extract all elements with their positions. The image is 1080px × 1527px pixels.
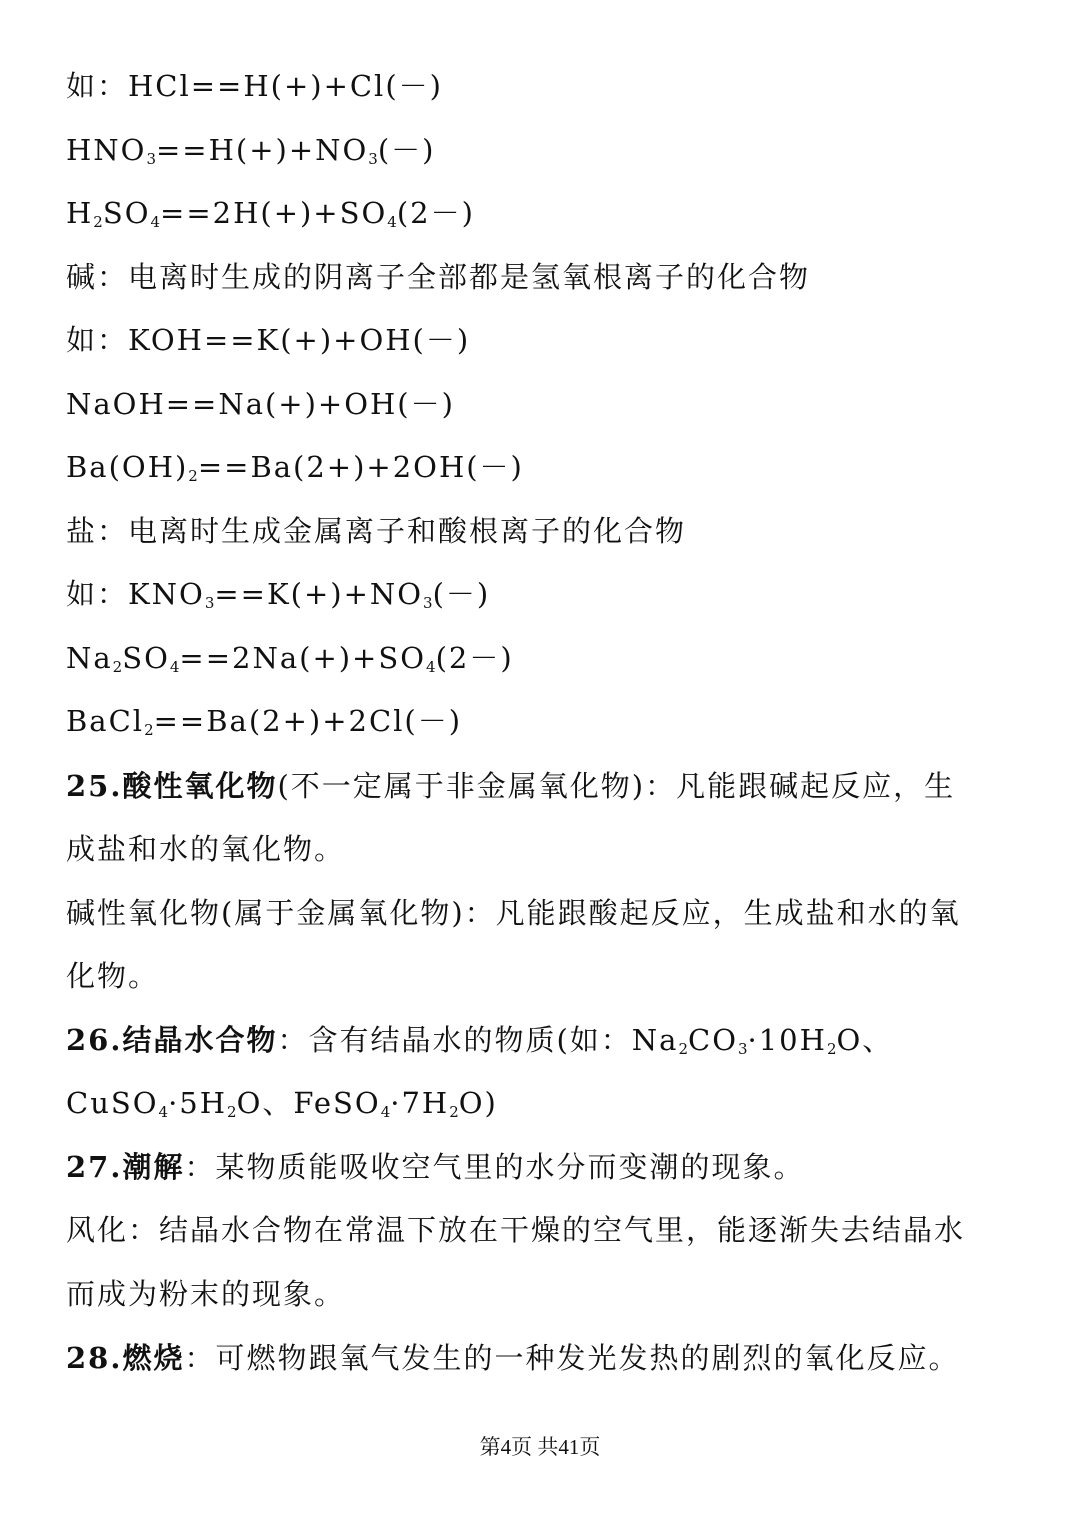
item-term: 酸性氧化物 — [122, 769, 278, 803]
efflorescence-definition-line: 风化：结晶水合物在常温下放在干燥的空气里，能逐渐失去结晶水 — [66, 1213, 966, 1247]
basic-oxide-continuation: 化物。 — [66, 959, 160, 993]
baoh2-ionization-line: $Ba(OH)_2==Ba(2+)+2OH(-)$ — [66, 450, 524, 485]
kno3-ionization-line: 如：$KNO_3==K(+)+NO_3(-)$ — [66, 577, 491, 612]
koh-ionization-line: 如：KOH==K(+)+OH(－) — [66, 323, 471, 357]
item-term: 潮解 — [122, 1150, 185, 1184]
item-26-crystal-hydrate: 26.结晶水合物：含有结晶水的物质(如：$Na_2CO_3\cdot 10H_2O$、 — [66, 1023, 894, 1058]
page-footer: 第4页 共41页 — [479, 1435, 601, 1459]
item-number: 27. — [66, 1150, 123, 1184]
hcl-ionization-line: 如：HCl==H(+)+Cl(－) — [66, 69, 443, 103]
h2so4-ionization-line: $H_2SO_4==2H(+)+SO_4(2-)$ — [66, 196, 475, 231]
item-term: 结晶水合物 — [122, 1023, 278, 1057]
na2so4-ionization-line: $Na_2SO_4==2Na(+)+SO_4(2-)$ — [66, 641, 514, 676]
item-number: 28. — [66, 1341, 123, 1375]
bacl2-ionization-line: BaCl$_2$==Ba(2+)+2Cl(－) — [66, 704, 463, 739]
efflorescence-continuation: 而成为粉末的现象。 — [66, 1277, 346, 1311]
basic-oxide-definition-line: 碱性氧化物(属于金属氧化物)：凡能跟酸起反应，生成盐和水的氧 — [66, 896, 961, 930]
item-27-deliquescence: 27.潮解：某物质能吸收空气里的水分而变潮的现象。 — [66, 1150, 805, 1184]
acidic-oxide-continuation: 成盐和水的氧化物。 — [66, 832, 346, 866]
salt-definition-line: 盐：电离时生成金属离子和酸根离子的化合物 — [66, 514, 687, 548]
item-term: 燃烧 — [122, 1341, 185, 1375]
item-number: 26. — [66, 1023, 123, 1057]
item-25-acidic-oxide: 25.酸性氧化物(不一定属于非金属氧化物)：凡能跟碱起反应，生 — [66, 769, 956, 803]
page-number: 4 — [500, 1435, 512, 1459]
base-definition-line: 碱：电离时生成的阴离子全部都是氢氧根离子的化合物 — [66, 260, 811, 294]
hno3-ionization-line: $HNO_3==H(+)+NO_3(-)$ — [66, 133, 436, 168]
item-28-combustion: 28.燃烧：可燃物跟氧气发生的一种发光发热的剧烈的氧化反应。 — [66, 1341, 960, 1375]
item-number: 25. — [66, 769, 123, 803]
naoh-ionization-line: NaOH==Na(+)+OH(－) — [66, 387, 455, 421]
total-pages: 41 — [558, 1435, 580, 1459]
crystal-hydrate-examples: $CuSO_4\cdot 5H_2O$、$FeSO_4\cdot 7H_2O$) — [66, 1086, 498, 1121]
